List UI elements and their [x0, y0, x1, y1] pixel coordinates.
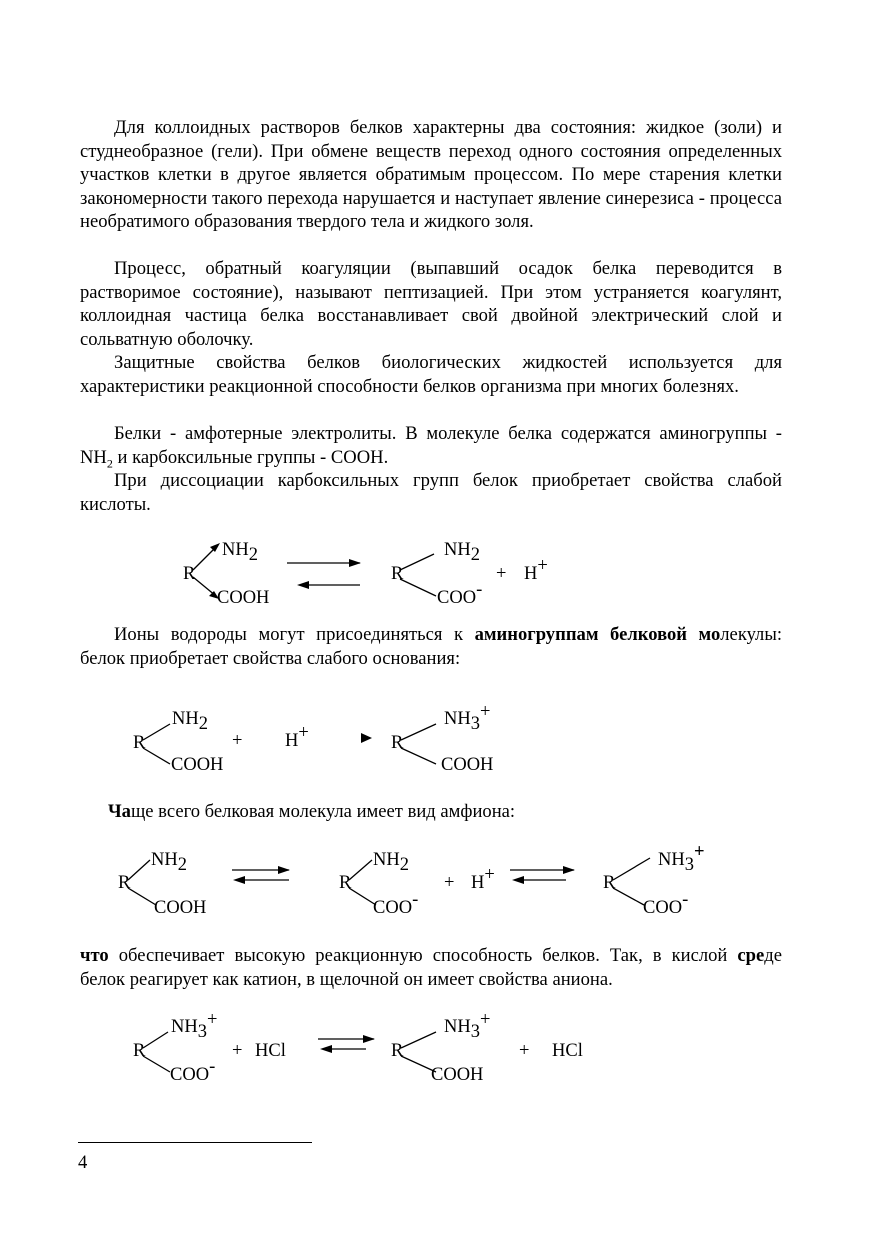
eq2-plus: + — [232, 731, 243, 751]
eq2-nh3: NH3+ — [444, 702, 491, 734]
paragraph-1 — [80, 116, 782, 234]
p4-part-a: Белки - амфотерные электролиты. В молекуле белка содержатся аминогруппы - NH — [80, 423, 782, 468]
eq3-cooh: COOH — [154, 898, 207, 918]
eq2-p-bond-down — [401, 748, 436, 764]
paragraph-5-text: При диссоциации карбоксильных групп белок приобретает свойства слабой кислоты. — [80, 470, 782, 515]
eq4-bond-up — [143, 1032, 168, 1048]
eq3-r2: R — [339, 873, 352, 893]
eq4-hcl: HCl — [255, 1041, 286, 1061]
footnote-separator — [78, 1142, 312, 1143]
eq1-equilibrium-arrows — [287, 559, 361, 589]
paragraph-4-text — [80, 422, 782, 476]
eq3-arrow2-fwd-head — [563, 866, 575, 874]
eq3-r: R — [118, 873, 131, 893]
p8-part-b: обеспечивает высокую реакционную способность белков. Так, в кислой — [108, 945, 738, 966]
eq1-arrow-back-head — [297, 581, 309, 589]
paragraph-3 — [80, 351, 782, 398]
p6-part-c: лекулы: белок приобретает свойства слабого основания: — [80, 624, 782, 669]
eq2-r2: R — [391, 733, 404, 753]
eq3-coo: COO- — [373, 890, 419, 918]
eq4-arrow-back-head — [320, 1045, 332, 1053]
paragraph-5 — [80, 469, 782, 516]
eq3-r3: R — [603, 873, 616, 893]
paragraph-6 — [80, 623, 782, 670]
p4-part-b: и карбоксильные группы - COOH. — [112, 446, 389, 468]
eq4-r2: R — [391, 1041, 404, 1061]
paragraph-4 — [80, 422, 782, 476]
eq1-p-bond-down — [400, 579, 436, 596]
eq1-r2: R — [391, 564, 404, 584]
eq3-coo2: COO- — [643, 890, 689, 918]
eq1-reactant — [183, 540, 269, 608]
page-number: 4 — [78, 1152, 88, 1173]
eq3-p2-bond-down — [613, 888, 644, 905]
eq1-p-bond-up — [400, 554, 434, 570]
eq4-cooh: COOH — [431, 1065, 484, 1085]
eq2-cooh: COOH — [171, 755, 224, 775]
eq4-arrow-fwd-head — [363, 1035, 375, 1043]
eq4-nh3: NH3+ — [171, 1010, 218, 1042]
eq3-arrow1-back-head — [233, 876, 245, 884]
equation-hcl-reaction — [0, 1010, 875, 1090]
eq1-coo: COO- — [437, 580, 483, 608]
p6-part-a: Ионы водороды могут присоединяться к — [114, 624, 475, 645]
eq2-nh2: NH2 — [172, 709, 208, 734]
p7-part-a: Ча — [108, 801, 131, 822]
p4-subscript: 2 — [106, 456, 113, 471]
eq2-bond-up — [143, 724, 170, 740]
paragraph-7 — [80, 800, 782, 824]
eq3-p2-bond-up — [613, 858, 650, 880]
paragraph-8-text — [80, 944, 782, 991]
eq4-nh3-b: NH3+ — [444, 1010, 491, 1042]
paragraph-3-text: Защитные свойства белков биологических жидкостей используется для характеристики реакционной способности белков организма при многих болезнях. — [80, 352, 782, 397]
eq3-arrow1-fwd-head — [278, 866, 290, 874]
paragraph-8 — [80, 944, 782, 991]
eq3-nh3: NH3+ — [658, 842, 705, 875]
eq1-arrow-forward-head — [349, 559, 361, 567]
eq3-h-ion: H+ — [471, 865, 495, 893]
eq4-plus2: + — [519, 1041, 530, 1061]
eq3-nh2: NH2 — [151, 850, 187, 875]
eq3-p-bond-down — [349, 888, 376, 905]
p6-part-b: аминогруппам белковой мо — [474, 624, 721, 645]
eq1-product — [391, 540, 548, 608]
eq1-plus: + — [496, 564, 507, 584]
eq2-cooh2: COOH — [441, 755, 494, 775]
eq4-coo: COO- — [170, 1057, 216, 1085]
eq3-bond-down — [128, 888, 156, 905]
equation-amphion — [0, 843, 875, 923]
eq1-h-ion: H+ — [524, 556, 548, 584]
eq4-plus: + — [232, 1041, 243, 1061]
paragraph-1-text: Для коллоидных растворов белков характерны два состояния: жидкое (золи) и студнеобразное (гели). При обмене веществ переход одного состояния определенных участков клетки в другое является обратимым процессом. По мере старения клетки закономерности такого перехода нарушается и наступает явление синерезиса - процесса необратимого образования твердого тела и жидкого золя. — [80, 117, 782, 232]
eq1-p-nh2: NH2 — [444, 540, 480, 565]
paragraph-2-text: Процесс, обратный коагуляции (выпавший осадок белка переводится в растворимое состояние), называют пептизацией. При этом устраняется коагулянт, коллоидная частица белка восстанавливает свой двойной электрический слой и сольватную оболочку. — [80, 258, 782, 350]
eq3-bond-up — [128, 860, 150, 880]
p8-part-c: сре — [737, 945, 765, 966]
equation-base-protonation — [0, 700, 875, 785]
eq1-nh2: NH2 — [222, 540, 258, 565]
eq2-bond-down — [143, 748, 170, 764]
eq2-arrowhead — [361, 733, 372, 743]
eq3-p-bond-up — [349, 860, 372, 880]
p8-part-d: де белок реагирует как катион, в щелочной он имеет свойства аниона. — [80, 945, 782, 990]
eq4-bond-down — [143, 1056, 170, 1072]
paragraph-6-text — [80, 623, 782, 670]
equation-acid-dissociation — [0, 530, 875, 620]
eq2-r: R — [133, 733, 146, 753]
eq2-h-ion: H+ — [285, 723, 309, 751]
paragraph-2 — [80, 257, 782, 351]
eq4-p-bond-up — [401, 1032, 436, 1048]
eq3-arrow2-back-head — [512, 876, 524, 884]
p8-part-a: что — [80, 945, 109, 966]
eq1-r: R — [183, 564, 196, 584]
eq2-p-bond-up — [401, 724, 436, 740]
eq3-nh2-b: NH2 — [373, 850, 409, 875]
eq4-hcl2: HCl — [552, 1041, 583, 1061]
paragraph-7-text — [80, 800, 782, 824]
eq1-cooh: COOH — [217, 588, 270, 608]
eq3-plus: + — [444, 873, 455, 893]
eq4-r: R — [133, 1041, 146, 1061]
p7-part-b: ще всего белковая молекула имеет вид амфиона: — [130, 801, 516, 822]
